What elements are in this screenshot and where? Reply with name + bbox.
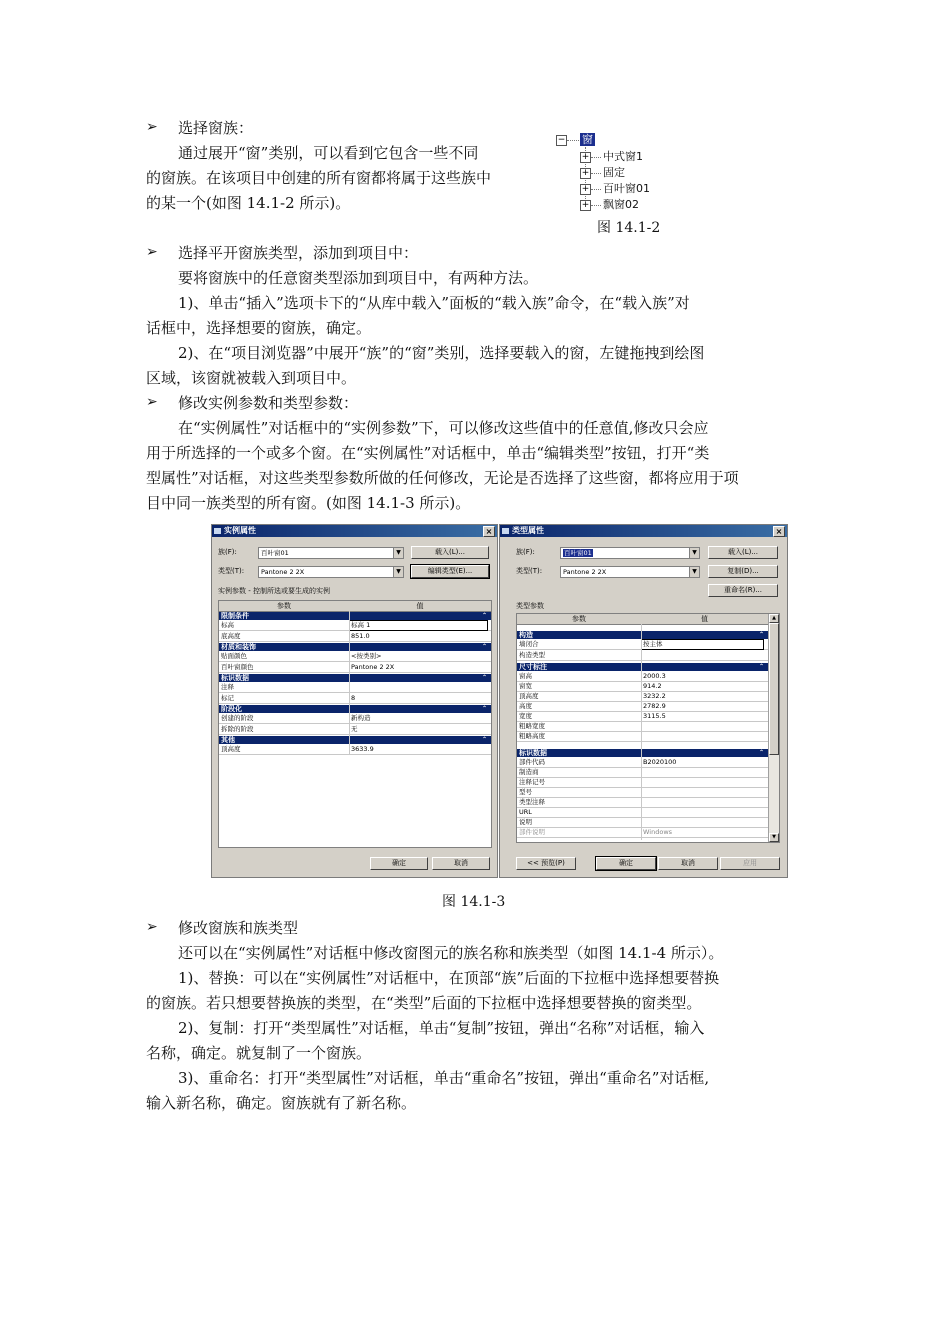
window-icon — [214, 528, 221, 534]
close-icon[interactable]: × — [773, 526, 785, 537]
collapse-icon[interactable]: ⌃ — [758, 749, 764, 756]
section-heading-add-type: 选择平开窗族类型，添加到项目中： — [178, 244, 419, 262]
collapse-icon[interactable]: ⌃ — [481, 674, 487, 681]
paragraph-line: 要将窗族中的任意窗类型添加到项目中，有两种方法。 — [178, 269, 539, 287]
chevron-down-icon[interactable]: ▼ — [393, 548, 403, 558]
family-tree-figure — [556, 126, 696, 218]
paragraph-line: 在“实例属性”对话框中的“实例参数”下，可以修改这些值中的任意值,修改只会应 — [178, 419, 709, 437]
chevron-down-icon[interactable]: ▼ — [393, 567, 403, 577]
table-row[interactable]: 部件说明 Windows — [517, 827, 768, 838]
dialog-title: 类型属性 — [512, 526, 544, 535]
group-header[interactable]: 材质和装饰 ⌃ — [219, 643, 491, 651]
ok-button[interactable]: 确定 — [370, 857, 428, 870]
table-row[interactable]: 部件代码 B2020100 — [517, 757, 768, 768]
chevron-down-icon[interactable]: ▼ — [689, 548, 699, 558]
paragraph-line: 3)、重命名：打开“类型属性”对话框，单击“重命名”按钮，弹出“重命名”对话框, — [178, 1069, 710, 1087]
bullet-icon: ➢ — [146, 919, 158, 935]
paragraph-line: 1)、替换：可以在“实例属性”对话框中，在顶部“族”后面的下拉框中选择想要替换 — [178, 969, 720, 987]
table-row[interactable]: 注释记号 — [517, 777, 768, 788]
group-header[interactable]: 其他 ⌃ — [219, 736, 491, 744]
cancel-button[interactable]: 取消 — [658, 857, 718, 870]
table-row[interactable]: 粗略宽度 — [517, 721, 768, 732]
duplicate-button[interactable]: 复制(D)... — [708, 565, 778, 578]
table-row[interactable]: 标高 标高 1 — [219, 620, 491, 631]
wall-closure-field[interactable]: 按主体 — [641, 639, 764, 650]
table-row[interactable]: 标记 8 — [219, 693, 491, 704]
collapse-icon[interactable]: ⌃ — [481, 612, 487, 619]
paragraph-line: 话框中，选择想要的窗族，确定。 — [146, 319, 372, 337]
group-header[interactable]: 构造 ⌃ — [517, 631, 768, 639]
scroll-down-icon[interactable]: ▼ — [769, 833, 779, 842]
collapse-icon[interactable]: ⌃ — [758, 631, 764, 638]
type-properties-dialog — [499, 524, 788, 878]
section-heading-modify-family: 修改窗族和族类型 — [178, 919, 299, 937]
group-header[interactable]: 限制条件 ⌃ — [219, 612, 491, 620]
group-header[interactable]: 阶段化 ⌃ — [219, 705, 491, 713]
collapse-icon[interactable]: ⌃ — [481, 643, 487, 650]
params-caption: 类型参数 — [516, 602, 544, 610]
collapse-toggle-icon[interactable]: − — [557, 135, 566, 145]
cancel-button[interactable]: 取消 — [432, 857, 490, 870]
group-header[interactable]: 尺寸标注 ⌃ — [517, 663, 768, 671]
table-row[interactable]: 底高度 851.0 — [219, 631, 491, 642]
table-row[interactable]: 创建的阶段 新构造 — [219, 713, 491, 724]
paragraph-line: 区域，该窗就被载入到项目中。 — [146, 369, 357, 387]
family-label: 族(F): — [218, 548, 237, 556]
paragraph-line: 通过展开“窗”类别，可以看到它包含一些不同 — [178, 144, 479, 162]
table-row[interactable]: URL — [517, 807, 768, 818]
paragraph-line: 1)、单击“插入”选项卡下的“从库中载入”面板的“载入族”命令，在“载入族”对 — [178, 294, 690, 312]
tree-item[interactable]: 飘窗02 — [603, 198, 639, 211]
dialog-titlebar[interactable] — [212, 525, 497, 537]
window-icon — [502, 528, 509, 534]
expand-toggle-icon[interactable]: + — [581, 184, 590, 194]
section-heading-modify-params: 修改实例参数和类型参数： — [178, 394, 359, 412]
type-select[interactable]: Pantone 2 2X ▼ — [560, 566, 700, 578]
instance-properties-dialog — [211, 524, 498, 878]
paragraph-line: 名称，确定。就复制了一个窗族。 — [146, 1044, 372, 1062]
paragraph-line: 的某一个(如图 14.1-2 所示)。 — [146, 194, 351, 212]
close-icon[interactable]: × — [483, 526, 495, 537]
chevron-down-icon[interactable]: ▼ — [689, 567, 699, 577]
collapse-icon[interactable]: ⌃ — [481, 736, 487, 743]
figure-caption: 图 14.1-3 — [442, 894, 506, 910]
instance-params-grid — [218, 600, 492, 848]
type-params-grid — [516, 613, 780, 843]
paragraph-line: 的窗族。若只想要替换族的类型，在“类型”后面的下拉框中选择想要替换的窗类型。 — [146, 994, 702, 1012]
scroll-up-icon[interactable]: ▲ — [769, 614, 779, 623]
load-button[interactable]: 载入(L)... — [411, 546, 489, 559]
bullet-icon: ➢ — [146, 119, 158, 135]
tree-root-window[interactable]: 窗 — [582, 133, 593, 146]
table-row[interactable]: 顶高度 3232.2 — [517, 691, 768, 702]
table-row[interactable]: 高度 2782.9 — [517, 701, 768, 712]
table-row[interactable]: 粗略高度 — [517, 731, 768, 742]
expand-toggle-icon[interactable]: + — [581, 200, 590, 210]
type-select[interactable]: Pantone 2 2X ▼ — [258, 566, 404, 578]
family-label: 族(F): — [516, 548, 535, 556]
grid-header — [219, 601, 491, 612]
vertical-scrollbar[interactable] — [768, 614, 779, 842]
paragraph-line: 的窗族。在该项目中创建的所有窗都将属于这些族中 — [146, 169, 492, 187]
table-row[interactable]: 墙闭合 按主体 — [517, 639, 768, 650]
table-row[interactable]: 宽度 3115.5 — [517, 711, 768, 722]
dialog-titlebar[interactable] — [500, 525, 787, 537]
apply-button[interactable]: 应用 — [720, 857, 780, 870]
column-header-param: 参数 — [572, 615, 586, 623]
tree-item[interactable]: 中式窗1 — [603, 150, 643, 163]
table-row[interactable]: 窗宽 914.2 — [517, 681, 768, 692]
expand-toggle-icon[interactable]: + — [581, 152, 590, 162]
group-header[interactable]: 标识数据 ⌃ — [219, 674, 491, 682]
preview-button[interactable]: << 预览(P) — [516, 857, 576, 870]
paragraph-line: 输入新名称，确定。窗族就有了新名称。 — [146, 1094, 417, 1112]
column-header-value: 值 — [416, 602, 424, 610]
figure-caption: 图 14.1-2 — [597, 220, 661, 236]
paragraph-line: 2)、复制：打开“类型属性”对话框，单击“复制”按钮，弹出“名称”对话框，输入 — [178, 1019, 705, 1037]
column-header-value: 值 — [701, 615, 708, 623]
dialog-title: 实例属性 — [224, 526, 256, 535]
type-label: 类型(T): — [516, 567, 543, 575]
collapse-icon[interactable]: ⌃ — [481, 705, 487, 712]
tree-item[interactable]: 百叶窗01 — [603, 182, 650, 195]
scroll-thumb[interactable] — [769, 623, 779, 755]
table-row[interactable]: 型号 — [517, 787, 768, 798]
tree-item[interactable]: 固定 — [603, 166, 625, 179]
type-label: 类型(T): — [218, 567, 245, 575]
params-caption: 实例参数 - 控制所选或要生成的实例 — [218, 587, 330, 595]
table-row[interactable]: 顶高度 3633.9 — [219, 744, 491, 755]
bullet-icon: ➢ — [146, 394, 158, 410]
group-header[interactable]: 标识数据 ⌃ — [517, 749, 768, 757]
paragraph-line: 2)、在“项目浏览器”中展开“族”的“窗”类别，选择要载入的窗，左键拖拽到绘图 — [178, 344, 705, 362]
paragraph-line: 还可以在“实例属性”对话框中修改窗图元的族名称和族类型（如图 14.1-4 所示）。 — [178, 944, 724, 962]
table-row[interactable]: 贴面颜色 <按类别> — [219, 651, 491, 662]
table-row[interactable]: 说明 — [517, 817, 768, 828]
bullet-icon: ➢ — [146, 244, 158, 260]
paragraph-line: 用于所选择的一个或多个窗。在“实例属性”对话框中，单击“编辑类型”按钮，打开“类 — [146, 444, 710, 462]
column-header-param: 参数 — [277, 602, 291, 610]
load-button[interactable]: 载入(L)... — [708, 546, 778, 559]
table-row[interactable]: 窗高 2000.3 — [517, 671, 768, 682]
table-row[interactable]: 百叶窗颜色 Pantone 2 2X — [219, 662, 491, 673]
edit-type-button[interactable]: 编辑类型(E)... — [411, 565, 489, 578]
collapse-icon[interactable]: ⌃ — [758, 663, 764, 670]
paragraph-line: 型属性”对话框，对这些类型参数所做的任何修改，无论是否选择了这些窗，都将应用于项 — [146, 469, 739, 487]
family-select[interactable]: 百叶窗01 ▼ — [258, 547, 404, 559]
expand-toggle-icon[interactable]: + — [581, 168, 590, 178]
grid-header — [517, 614, 768, 625]
ok-button[interactable]: 确定 — [596, 857, 656, 870]
table-row[interactable]: 类型注释 — [517, 797, 768, 808]
table-row[interactable]: 注释 — [219, 682, 491, 693]
table-row[interactable]: 拆除的阶段 无 — [219, 724, 491, 735]
level-field[interactable]: 标高 1 — [349, 620, 488, 631]
paragraph-line: 目中同一族类型的所有窗。(如图 14.1-3 所示)。 — [146, 494, 471, 512]
section-heading-select-family: 选择窗族： — [178, 119, 254, 137]
family-select[interactable]: 百叶窗01 ▼ — [560, 547, 700, 559]
table-row[interactable]: 制造商 — [517, 767, 768, 778]
rename-button[interactable]: 重命名(R)... — [708, 584, 778, 597]
table-row[interactable]: 构造类型 — [517, 650, 768, 661]
